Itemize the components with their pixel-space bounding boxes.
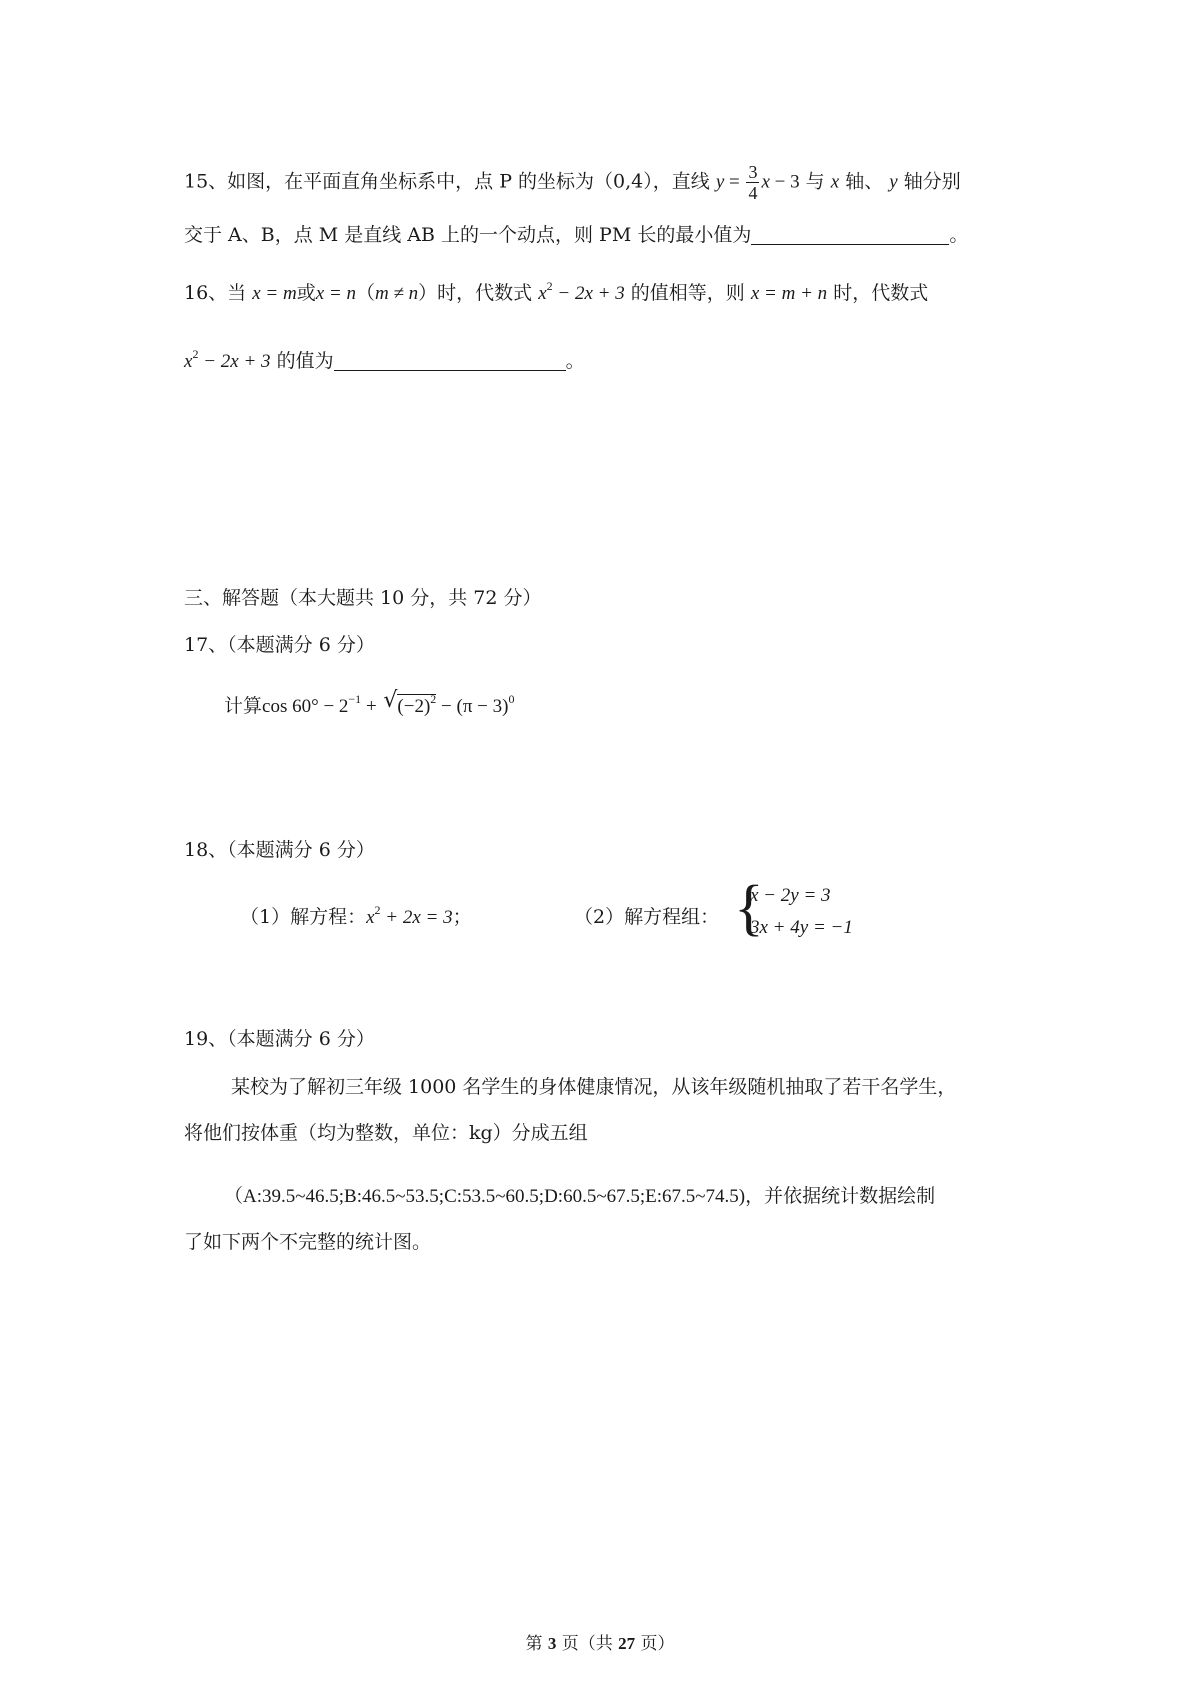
- q15-line2-end: 。: [949, 224, 969, 246]
- q16-poly2-exp: 2: [192, 347, 199, 361]
- q17-exp-neg1: −1: [348, 692, 362, 706]
- q18-part-1: [240, 903, 472, 928]
- footer-page-number: 3: [547, 1634, 557, 1653]
- sqrt-icon: √: [383, 688, 398, 713]
- q16-line2-text: 的值为: [276, 350, 334, 372]
- q17-pi-exp: 0: [508, 692, 515, 706]
- q18-p2-eq1: x − 2y = 3: [750, 885, 831, 906]
- q15-text-c: 轴、: [845, 170, 884, 193]
- q18-p1-rest: + 2x = 3: [380, 907, 453, 928]
- q15-eq: =: [724, 171, 745, 193]
- q18-equation-system: [734, 874, 904, 945]
- q15-frac-num: 3: [748, 162, 758, 182]
- q17-header: 17、（本题满分 6 分）: [184, 634, 375, 656]
- q19-header: 19、（本题满分 6 分）: [184, 1028, 375, 1050]
- q17-minus-pi: − (π − 3): [436, 696, 509, 717]
- q16-poly-rest: − 2x + 3: [552, 283, 625, 304]
- q15-yaxis-var: y: [889, 171, 898, 193]
- q15-minus3: − 3: [769, 171, 800, 193]
- q17-sqrt: [383, 688, 437, 717]
- q16-line-1: [184, 279, 929, 304]
- page-footer: [0, 1629, 1200, 1654]
- q16-answer-blank[interactable]: [334, 350, 566, 371]
- q17-sqrt-exp: 2: [430, 692, 437, 706]
- q19-line-3: （A:39.5~46.5;B:46.5~53.5;C:53.5~60.5;D:60.5~67.5;E:67.5~74.5)，并依据统计数据绘制: [224, 1186, 936, 1207]
- q18-p1-exp: 2: [374, 903, 381, 917]
- q15-y-var: y: [715, 171, 725, 193]
- q15-answer-blank[interactable]: [751, 224, 949, 245]
- q16-poly-x: x: [538, 283, 547, 304]
- q16-poly2-rest: − 2x + 3: [198, 351, 271, 372]
- q18-p1-x: x: [366, 907, 375, 928]
- q15-text-line2: 交于 A、B，点 M 是直线 AB 上的一个动点，则 PM 长的最小值为: [184, 224, 752, 246]
- q16-cond-close: ）时，代数式: [418, 282, 533, 304]
- q19-line-1: 某校为了解初三年级 1000 名学生的身体健康情况，从该年级随机抽取了若干名学生，: [231, 1076, 957, 1098]
- q16-condition: m ≠ n: [375, 283, 419, 304]
- q15-text-a: 15、如图，在平面直角坐标系中，点 P 的坐标为（0,4），直线: [184, 170, 710, 193]
- q16-line2-end: 。: [565, 350, 585, 372]
- q17-sqrt-inner: (−2): [397, 696, 431, 717]
- q17-sqrt-under: [397, 694, 436, 716]
- q16-text-b: 的值相等，则: [630, 282, 745, 304]
- q16-or: 或: [296, 282, 316, 304]
- q18-p1-label: （1）解方程：: [240, 906, 367, 928]
- q15-xaxis-var: x: [830, 171, 840, 193]
- q16-text-a: 16、当: [184, 282, 247, 304]
- footer-suffix: 页）: [635, 1634, 675, 1654]
- section-3-heading: 三、解答题（本大题共 10 分，共 72 分）: [184, 587, 542, 609]
- q18-p2-label: （2）解方程组：: [574, 906, 720, 928]
- q17-calc: 计算: [224, 695, 263, 717]
- q16-expr-3: x = m + n: [750, 283, 828, 304]
- q19-line-4: 了如下两个不完整的统计图。: [184, 1231, 432, 1253]
- q16-expr-2: x = n: [315, 283, 356, 304]
- q18-p1-end: ；: [452, 906, 472, 928]
- q19-line-2: 将他们按体重（均为整数，单位：kg）分成五组: [184, 1122, 588, 1144]
- q15-fraction: [746, 162, 759, 203]
- q16-line-2: [184, 347, 585, 372]
- q15-text-b: 与: [805, 170, 825, 193]
- q18-p2-eq2: 3x + 4y = −1: [750, 917, 853, 938]
- q15-frac-den: 4: [748, 183, 758, 203]
- q16-text-c: 时，代数式: [833, 282, 929, 304]
- q15-line-2: [184, 224, 968, 245]
- q16-poly-exp: 2: [546, 279, 553, 293]
- q17-cos: cos 60° − 2: [262, 696, 349, 717]
- q15-x-var: x: [761, 171, 770, 193]
- footer-mid: 页（共: [556, 1634, 619, 1654]
- footer-prefix: 第: [525, 1634, 548, 1654]
- q16-cond-open: （: [356, 282, 376, 304]
- q15-line-1: [184, 162, 961, 203]
- footer-total-pages: 27: [618, 1634, 636, 1653]
- brace-icon: {: [734, 874, 764, 942]
- q15-text-d: 轴分别: [903, 170, 961, 193]
- q16-poly2-x: x: [184, 351, 193, 372]
- q16-expr-1: x = m: [252, 283, 297, 304]
- q18-header: 18、（本题满分 6 分）: [184, 839, 375, 861]
- q17-expression: [224, 688, 515, 717]
- q17-plus: +: [361, 696, 382, 717]
